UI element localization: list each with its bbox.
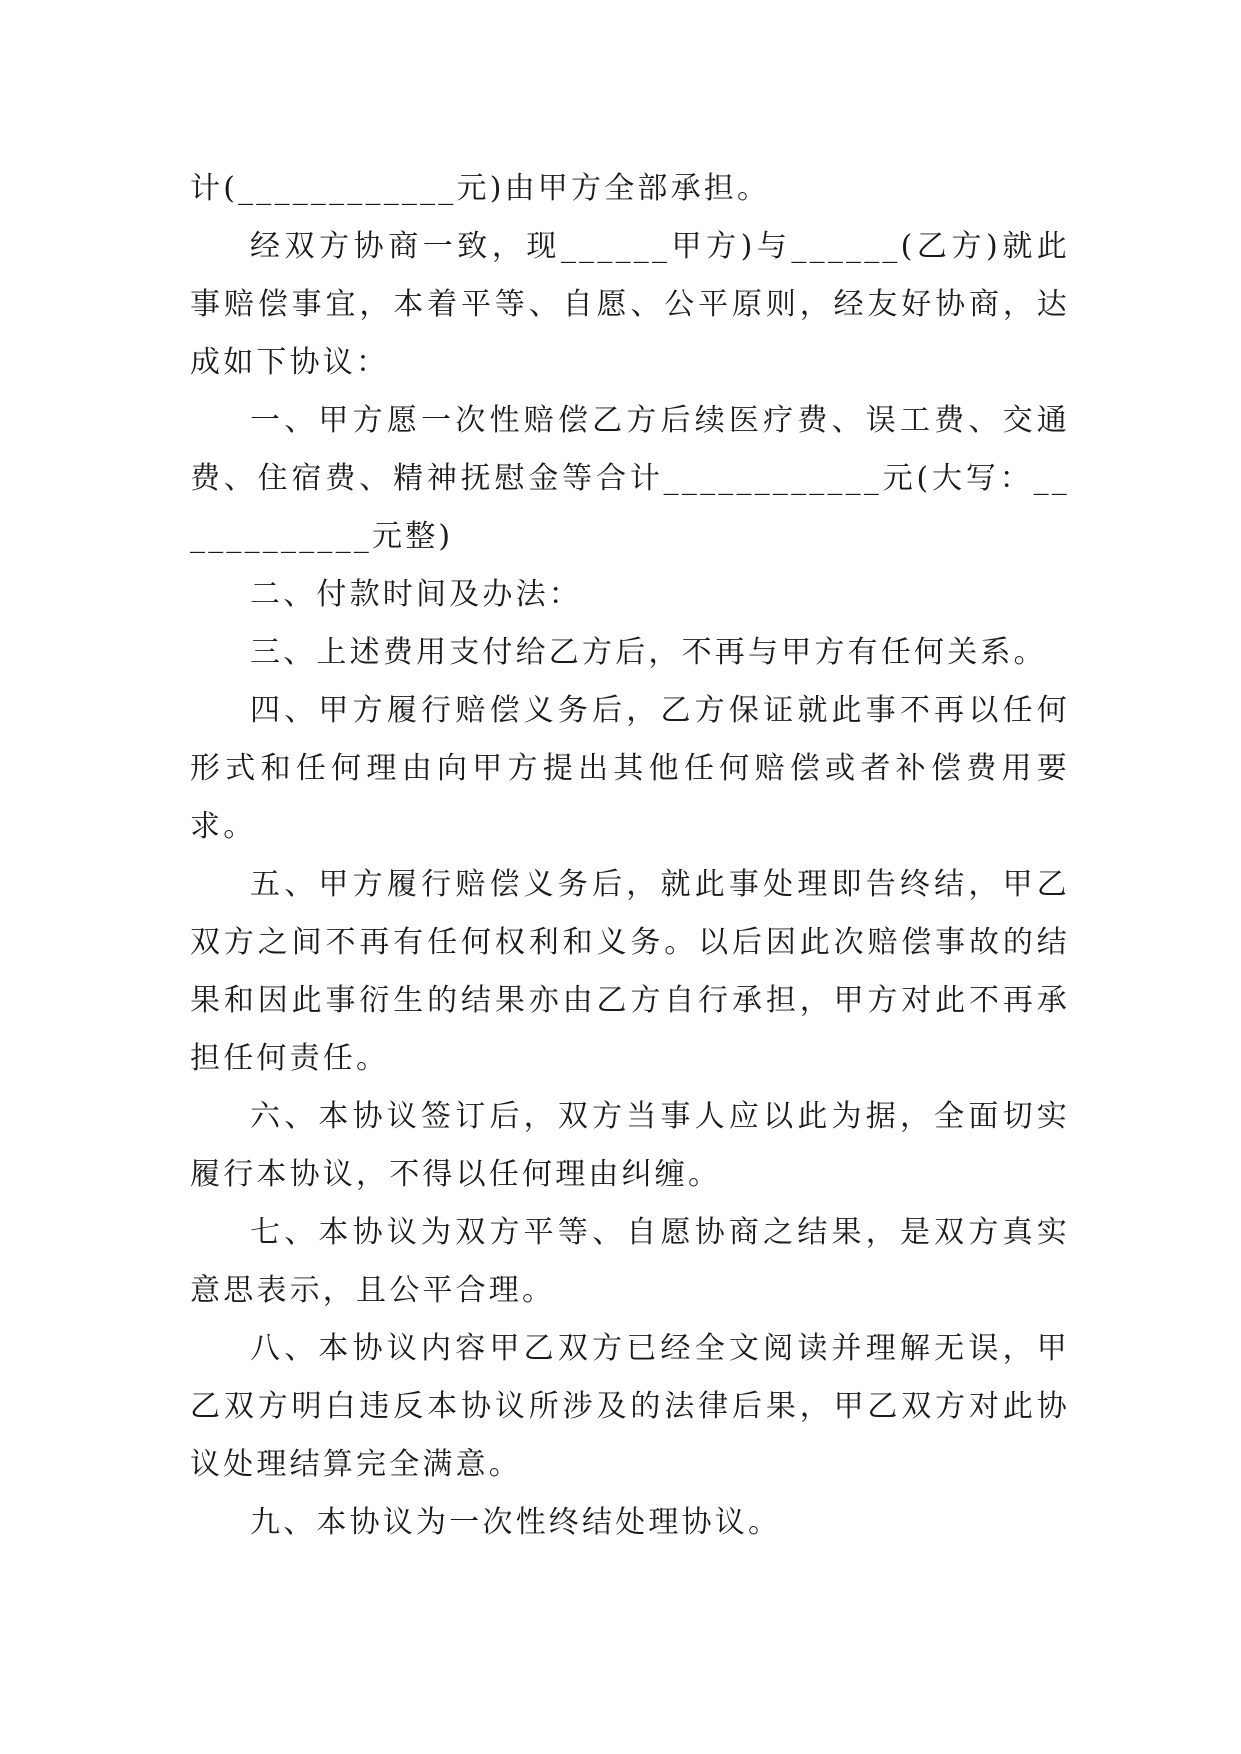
clause-9-final: 九、本协议为一次性终结处理协议。 (250, 1505, 782, 1540)
clause-1-compensation: 一、甲方愿一次性赔偿乙方后续医疗费、误工费、交通费、住宿费、精神抚慰金等合计____________元(大写：____________元整) (190, 403, 1070, 554)
clause-8-understanding: 八、本协议内容甲乙双方已经全文阅读并理解无误，甲乙双方明白违反本协议所涉及的法律后果，甲乙双方对此协议处理结算完全满意。 (190, 1331, 1070, 1482)
paragraph-cost-continuation: 计(____________元)由甲方全部承担。 (190, 171, 771, 206)
clause-5-termination: 五、甲方履行赔偿义务后，就此事处理即告终结，甲乙双方之间不再有任何权利和义务。以后因此次赔偿事故的结果和因此事衍生的结果亦由乙方自行承担，甲方对此不再承担任何责任。 (190, 867, 1070, 1076)
clause-3-release: 三、上述费用支付给乙方后，不再与甲方有任何关系。 (250, 635, 1047, 670)
clause-4-no-further-claims: 四、甲方履行赔偿义务后，乙方保证就此事不再以任何形式和任何理由向甲方提出其他任何赔偿或者补偿费用要求。 (190, 693, 1070, 844)
document-body (190, 160, 1070, 1552)
paragraph-preamble: 经双方协商一致，现______甲方)与______(乙方)就此事赔偿事宜，本着平等、自愿、公平原则，经友好协商，达成如下协议： (190, 229, 1070, 380)
clause-7-voluntary: 七、本协议为双方平等、自愿协商之结果，是双方真实意思表示，且公平合理。 (190, 1215, 1070, 1308)
clause-6-performance: 六、本协议签订后，双方当事人应以此为据，全面切实履行本协议，不得以任何理由纠缠。 (190, 1099, 1070, 1192)
clause-2-payment: 二、付款时间及办法： (250, 577, 582, 612)
